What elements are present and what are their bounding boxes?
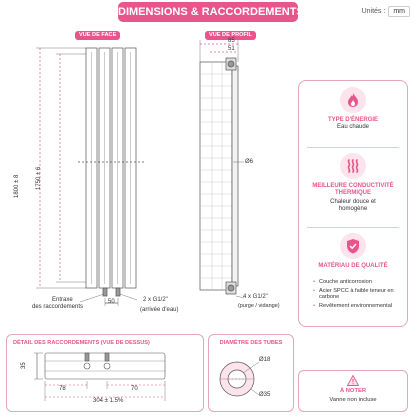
profile-depth-total: 85 (228, 38, 235, 44)
front-height-total: 1800 ± 8 (14, 174, 20, 198)
warning-icon (299, 375, 407, 386)
feature-material (299, 233, 407, 270)
front-view-tag: VUE DE FACE (75, 31, 120, 40)
tube-outer-diameter: Ø35 (259, 392, 271, 398)
list-item: • Acier SPCC à faible teneur en carbone (313, 288, 401, 301)
units-value: mm (388, 6, 410, 17)
note-panel (298, 370, 408, 412)
entraxe-label-2: des raccordements (32, 304, 84, 310)
purge-sub-label: (purge / vidange) (238, 303, 280, 309)
feature-energy (299, 87, 407, 131)
flame-icon (340, 87, 366, 113)
note-text: Vanne non incluse (329, 397, 377, 403)
divider (307, 147, 399, 148)
page-title: DIMENSIONS & RACCORDEMENTS (118, 2, 298, 22)
front-pipe-spacing: 50 (108, 299, 115, 305)
feature-material-title: MATÉRIAU DE QUALITÉ (318, 263, 388, 269)
dim-left: 78 (59, 386, 66, 392)
note-title: À NOTER (339, 388, 367, 394)
connections-detail-title: DÉTAIL DES RACCORDEMENTS (VUE DE DESSUS) (13, 340, 150, 346)
tube-inner-diameter: Ø18 (259, 357, 271, 363)
inlet-sub-label: (arrivée d'eau) (140, 307, 179, 313)
units-indicator (362, 6, 410, 17)
profile-depth-inner: 51 (228, 46, 235, 52)
profile-view-tag: VUE DE PROFIL (205, 31, 256, 40)
connections-detail-panel (6, 334, 204, 412)
profile-view-drawing (200, 40, 244, 298)
front-view-drawing (36, 48, 146, 306)
feature-energy-title: TYPE D'ÉNERGIE (327, 117, 379, 123)
tube-diameter-panel (208, 334, 294, 412)
purge-label: 4 x G1/2" (243, 294, 268, 300)
features-panel (298, 80, 408, 327)
list-item: • Revêtement environnemental (313, 303, 401, 310)
material-list (313, 279, 401, 311)
dim-height: 35 (21, 362, 27, 369)
profile-diameter: Ø6 (245, 159, 254, 165)
dim-total: 304 ± 1.5% (93, 398, 124, 404)
front-height-inner: 1750 ± 6 (36, 166, 42, 190)
dim-right: 70 (131, 386, 138, 392)
radiator-profile (200, 62, 232, 290)
list-item: • Couche anticorrosion (313, 279, 401, 286)
entraxe-label-1: Entraxe (52, 297, 73, 303)
shield-icon (340, 233, 366, 259)
feature-conductivity-text: Chaleur douce et homogène (330, 199, 376, 212)
tube-cross-section (209, 335, 293, 411)
inlet-label: 2 x G1/2" (143, 297, 168, 303)
tube-diameter-title: DIAMÈTRE DES TUBES (219, 340, 283, 346)
units-label: Unités : (361, 8, 386, 15)
feature-energy-text: Eau chaude (336, 124, 370, 130)
divider (307, 227, 399, 228)
feature-conductivity-title: MEILLEURE CONDUCTIVITÉ THERMIQUE (312, 183, 394, 196)
heat-waves-icon (340, 153, 366, 179)
feature-conductivity (299, 153, 407, 213)
